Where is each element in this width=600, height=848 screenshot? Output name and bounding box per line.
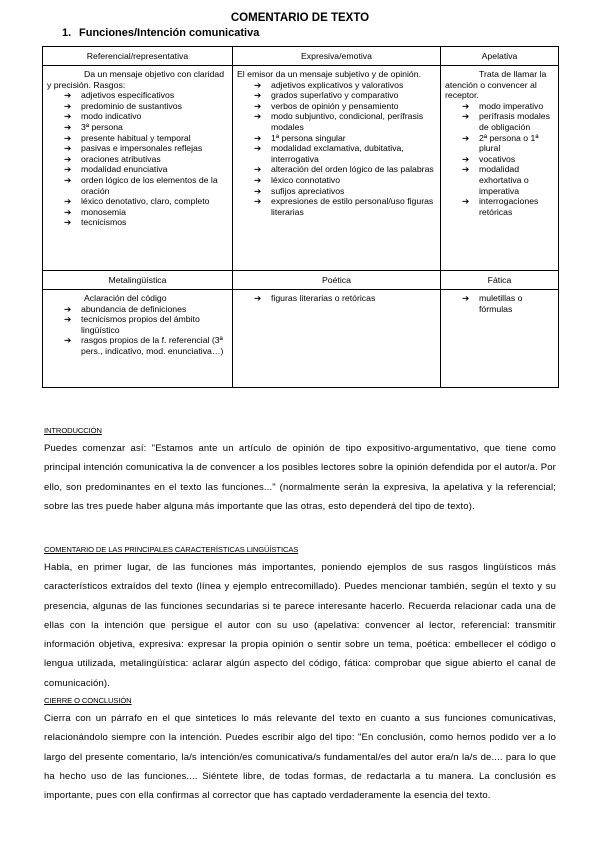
list-item bbox=[47, 217, 228, 228]
arrow-icon: ➔ bbox=[64, 121, 72, 132]
header-poetica: Poética bbox=[233, 271, 441, 290]
functions-table bbox=[42, 46, 559, 388]
list-item-text: oraciones atributivas bbox=[81, 153, 161, 164]
list-item-text: vocativos bbox=[479, 153, 516, 164]
list-item bbox=[237, 175, 436, 186]
list-item bbox=[237, 111, 436, 132]
cell-intro: Trata de llamar la atención o convencer al receptor. bbox=[445, 69, 547, 101]
feature-list bbox=[237, 293, 436, 304]
list-item bbox=[237, 133, 436, 144]
cell-expresiva bbox=[233, 66, 441, 271]
list-item-text: 3ª persona bbox=[81, 121, 123, 132]
header-apelativa: Apelativa bbox=[441, 47, 559, 66]
cell-apelativa bbox=[441, 66, 559, 271]
feature-list bbox=[237, 80, 436, 218]
arrow-icon: ➔ bbox=[64, 303, 72, 314]
arrow-icon: ➔ bbox=[64, 153, 72, 164]
header-expresiva: Expresiva/emotiva bbox=[233, 47, 441, 66]
list-item-text: adjetivos especificativos bbox=[81, 90, 175, 101]
arrow-icon: ➔ bbox=[462, 111, 470, 122]
cell-poetica bbox=[233, 290, 441, 388]
list-item-text: modalidad exhortativa o imperativa bbox=[479, 164, 529, 196]
list-item bbox=[47, 164, 228, 175]
list-item bbox=[47, 196, 228, 207]
list-item-text: 2ª persona o 1ª plural bbox=[479, 132, 539, 154]
list-item-text: orden lógico de los elementos de la oración bbox=[81, 174, 218, 196]
list-item-text: verbos de opinión y pensamiento bbox=[271, 100, 399, 111]
arrow-icon: ➔ bbox=[64, 335, 72, 346]
list-item-text: abundancia de definiciones bbox=[81, 303, 187, 314]
list-item bbox=[237, 143, 436, 164]
arrow-icon: ➔ bbox=[462, 132, 470, 143]
list-item bbox=[445, 196, 554, 217]
arrow-icon: ➔ bbox=[64, 206, 72, 217]
cell-fatica bbox=[441, 290, 559, 388]
arrow-icon: ➔ bbox=[462, 153, 470, 164]
introduccion-section bbox=[44, 426, 556, 516]
feature-list bbox=[445, 101, 554, 218]
list-item bbox=[47, 335, 228, 356]
list-item bbox=[47, 101, 228, 112]
cierre-heading: CIERRE O CONCLUSIÓN bbox=[44, 696, 132, 705]
list-item-text: pasivas e impersonales reflejas bbox=[81, 143, 203, 154]
list-item bbox=[445, 111, 554, 132]
cell-intro: El emisor da un mensaje subjetivo y de opinión. bbox=[237, 69, 421, 79]
cierre-text: Cierra con un párrafo en el que sintetices lo más relevante del texto en cuanto a sus funciones comunicativas, relacionándolo siempre con la intención. Puedes escribir algo del tipo: "En conclusión, como hemos podido ver a lo largo del presente comentario, la/s intención/es comunicativa/s fundamental/es del autor era/n la/s de.... para lo que ha hecho uso de las funciones.... Siéntete libre, de todas formas, de redactarla a tu manera. La conclusión es importante, pues con ella confirmas al corrector que has captado verdaderamente la esencia del texto. bbox=[44, 713, 556, 802]
list-item-text: alteración del orden lógico de las palabras bbox=[271, 164, 434, 175]
cell-referencial bbox=[43, 66, 233, 271]
table-header-row bbox=[43, 271, 559, 290]
arrow-icon: ➔ bbox=[64, 196, 72, 207]
cell-intro: Da un mensaje objetivo con claridad y precisión. Rasgos: bbox=[47, 69, 225, 90]
introduccion-text: Puedes comenzar así: "Estamos ante un artículo de opinión de tipo expositivo-argumentativo, que tiene como principal intención comunicativa la de convencer a los posibles lectores sobre la opinión defendida por el autor/a. Por ello, son predominantes en el texto las funciones..." (normalmente serán la expresiva, la apelativa y la referencial; sobre las tres puede haber alguna más importante que las otras, esto dependerá del tipo de texto). bbox=[44, 443, 556, 512]
arrow-icon: ➔ bbox=[462, 164, 470, 175]
list-item bbox=[47, 314, 228, 335]
arrow-icon: ➔ bbox=[462, 100, 470, 111]
list-item bbox=[47, 90, 228, 101]
list-item bbox=[47, 304, 228, 315]
list-item bbox=[47, 207, 228, 218]
list-item-text: monosemia bbox=[81, 206, 126, 217]
arrow-icon: ➔ bbox=[254, 293, 262, 303]
list-item-text: grados superlativo y comparativo bbox=[271, 90, 399, 101]
document-title: COMENTARIO DE TEXTO bbox=[230, 12, 370, 24]
section-number: 1. bbox=[62, 27, 72, 39]
list-item-text: rasgos propios de la f. referencial (3ª pers., indicativo, mod. enunciativa…) bbox=[81, 335, 224, 356]
arrow-icon: ➔ bbox=[254, 143, 262, 154]
header-metalinguistica: Metalingüística bbox=[43, 271, 233, 290]
arrow-icon: ➔ bbox=[64, 111, 72, 122]
cell-intro: Aclaración del código bbox=[84, 293, 167, 303]
list-item-text: léxico denotativo, claro, completo bbox=[81, 196, 210, 207]
list-item-text: perífrasis modales de obligación bbox=[479, 111, 550, 132]
comentario-section bbox=[44, 545, 556, 693]
feature-list bbox=[445, 293, 554, 314]
list-item bbox=[47, 122, 228, 133]
header-fatica: Fática bbox=[441, 271, 559, 290]
arrow-icon: ➔ bbox=[462, 293, 470, 303]
list-item bbox=[237, 101, 436, 112]
list-item-text: figuras literarias o retóricas bbox=[271, 293, 376, 303]
feature-list bbox=[47, 90, 228, 228]
introduccion-heading: INTRODUCCIÓN bbox=[44, 426, 102, 435]
list-item-text: modo imperativo bbox=[479, 100, 544, 111]
arrow-icon: ➔ bbox=[254, 111, 262, 122]
arrow-icon: ➔ bbox=[64, 164, 72, 175]
arrow-icon: ➔ bbox=[254, 90, 262, 101]
arrow-icon: ➔ bbox=[64, 143, 72, 154]
list-item-text: modo indicativo bbox=[81, 111, 142, 122]
list-item-text: predominio de sustantivos bbox=[81, 100, 182, 111]
list-item-text: sufijos apreciativos bbox=[271, 185, 345, 196]
comentario-heading: COMENTARIO DE LAS PRINCIPALES CARACTERÍSTICAS LINGÜÍSTICAS bbox=[44, 545, 299, 554]
section-label: Funciones/Intención comunicativa bbox=[79, 27, 260, 39]
list-item bbox=[47, 154, 228, 165]
section-heading bbox=[62, 27, 259, 39]
list-item bbox=[237, 164, 436, 175]
header-referencial: Referencial/representativa bbox=[43, 47, 233, 66]
list-item bbox=[237, 80, 436, 91]
feature-list bbox=[47, 304, 228, 357]
arrow-icon: ➔ bbox=[462, 196, 470, 207]
list-item-text: interrogaciones retóricas bbox=[479, 196, 539, 217]
table-row bbox=[43, 66, 559, 271]
list-item bbox=[237, 186, 436, 197]
list-item-text: adjetivos explicativos y valorativos bbox=[271, 79, 404, 90]
table-row bbox=[43, 290, 559, 388]
list-item-text: muletillas o fórmulas bbox=[479, 293, 523, 314]
list-item bbox=[237, 90, 436, 101]
list-item-text: tecnicismos bbox=[81, 217, 127, 228]
arrow-icon: ➔ bbox=[64, 174, 72, 185]
cierre-section bbox=[44, 696, 556, 805]
arrow-icon: ➔ bbox=[64, 132, 72, 143]
list-item bbox=[445, 101, 554, 112]
list-item-text: léxico connotativo bbox=[271, 174, 341, 185]
arrow-icon: ➔ bbox=[254, 164, 262, 175]
list-item-text: modalidad enunciativa bbox=[81, 164, 168, 175]
table-header-row bbox=[43, 47, 559, 66]
list-item bbox=[47, 111, 228, 122]
list-item bbox=[445, 293, 554, 314]
list-item bbox=[237, 293, 436, 304]
list-item-text: modalidad exclamativa, dubitativa, interrogativa bbox=[271, 143, 404, 164]
list-item bbox=[47, 175, 228, 196]
arrow-icon: ➔ bbox=[254, 174, 262, 185]
arrow-icon: ➔ bbox=[254, 79, 262, 90]
arrow-icon: ➔ bbox=[254, 132, 262, 143]
list-item bbox=[47, 133, 228, 144]
list-item-text: 1ª persona singular bbox=[271, 132, 346, 143]
list-item bbox=[445, 133, 554, 154]
list-item-text: tecnicismos propios del ámbito lingüístico bbox=[81, 314, 200, 335]
list-item bbox=[237, 196, 436, 217]
comentario-text: Habla, en primer lugar, de las funciones más importantes, poniendo ejemplos de sus rasgos lingüísticos más característicos extraídos del texto (línea y ejemplo entrecomillado). Puedes mencionar también, según el texto y su presencia, algunas de las funciones secundarias si te parece interesante hacerlo. Recuerda relacionar cada una de ellas con la intención que persigue el autor con su uso (apelativa: convencer al lector, referencial: transmitir información objetiva, expresiva: expresar la propia opinión o sentir sobre un tema, poética: embellecer el código o lengua utilizada, metalingüística: aclarar algún aspecto del código, fática: comprobar que sigue abierto el canal de comunicación). bbox=[44, 562, 556, 689]
arrow-icon: ➔ bbox=[64, 90, 72, 101]
list-item-text: expresiones de estilo personal/uso figuras literarias bbox=[271, 196, 434, 217]
arrow-icon: ➔ bbox=[64, 217, 72, 228]
cell-metalinguistica bbox=[43, 290, 233, 388]
arrow-icon: ➔ bbox=[64, 100, 72, 111]
list-item-text: presente habitual y temporal bbox=[81, 132, 191, 143]
list-item bbox=[47, 143, 228, 154]
arrow-icon: ➔ bbox=[254, 185, 262, 196]
list-item bbox=[445, 164, 554, 196]
arrow-icon: ➔ bbox=[254, 100, 262, 111]
arrow-icon: ➔ bbox=[64, 314, 72, 325]
list-item-text: modo subjuntivo, condicional, perífrasis modales bbox=[271, 111, 424, 132]
list-item bbox=[445, 154, 554, 165]
arrow-icon: ➔ bbox=[254, 196, 262, 207]
